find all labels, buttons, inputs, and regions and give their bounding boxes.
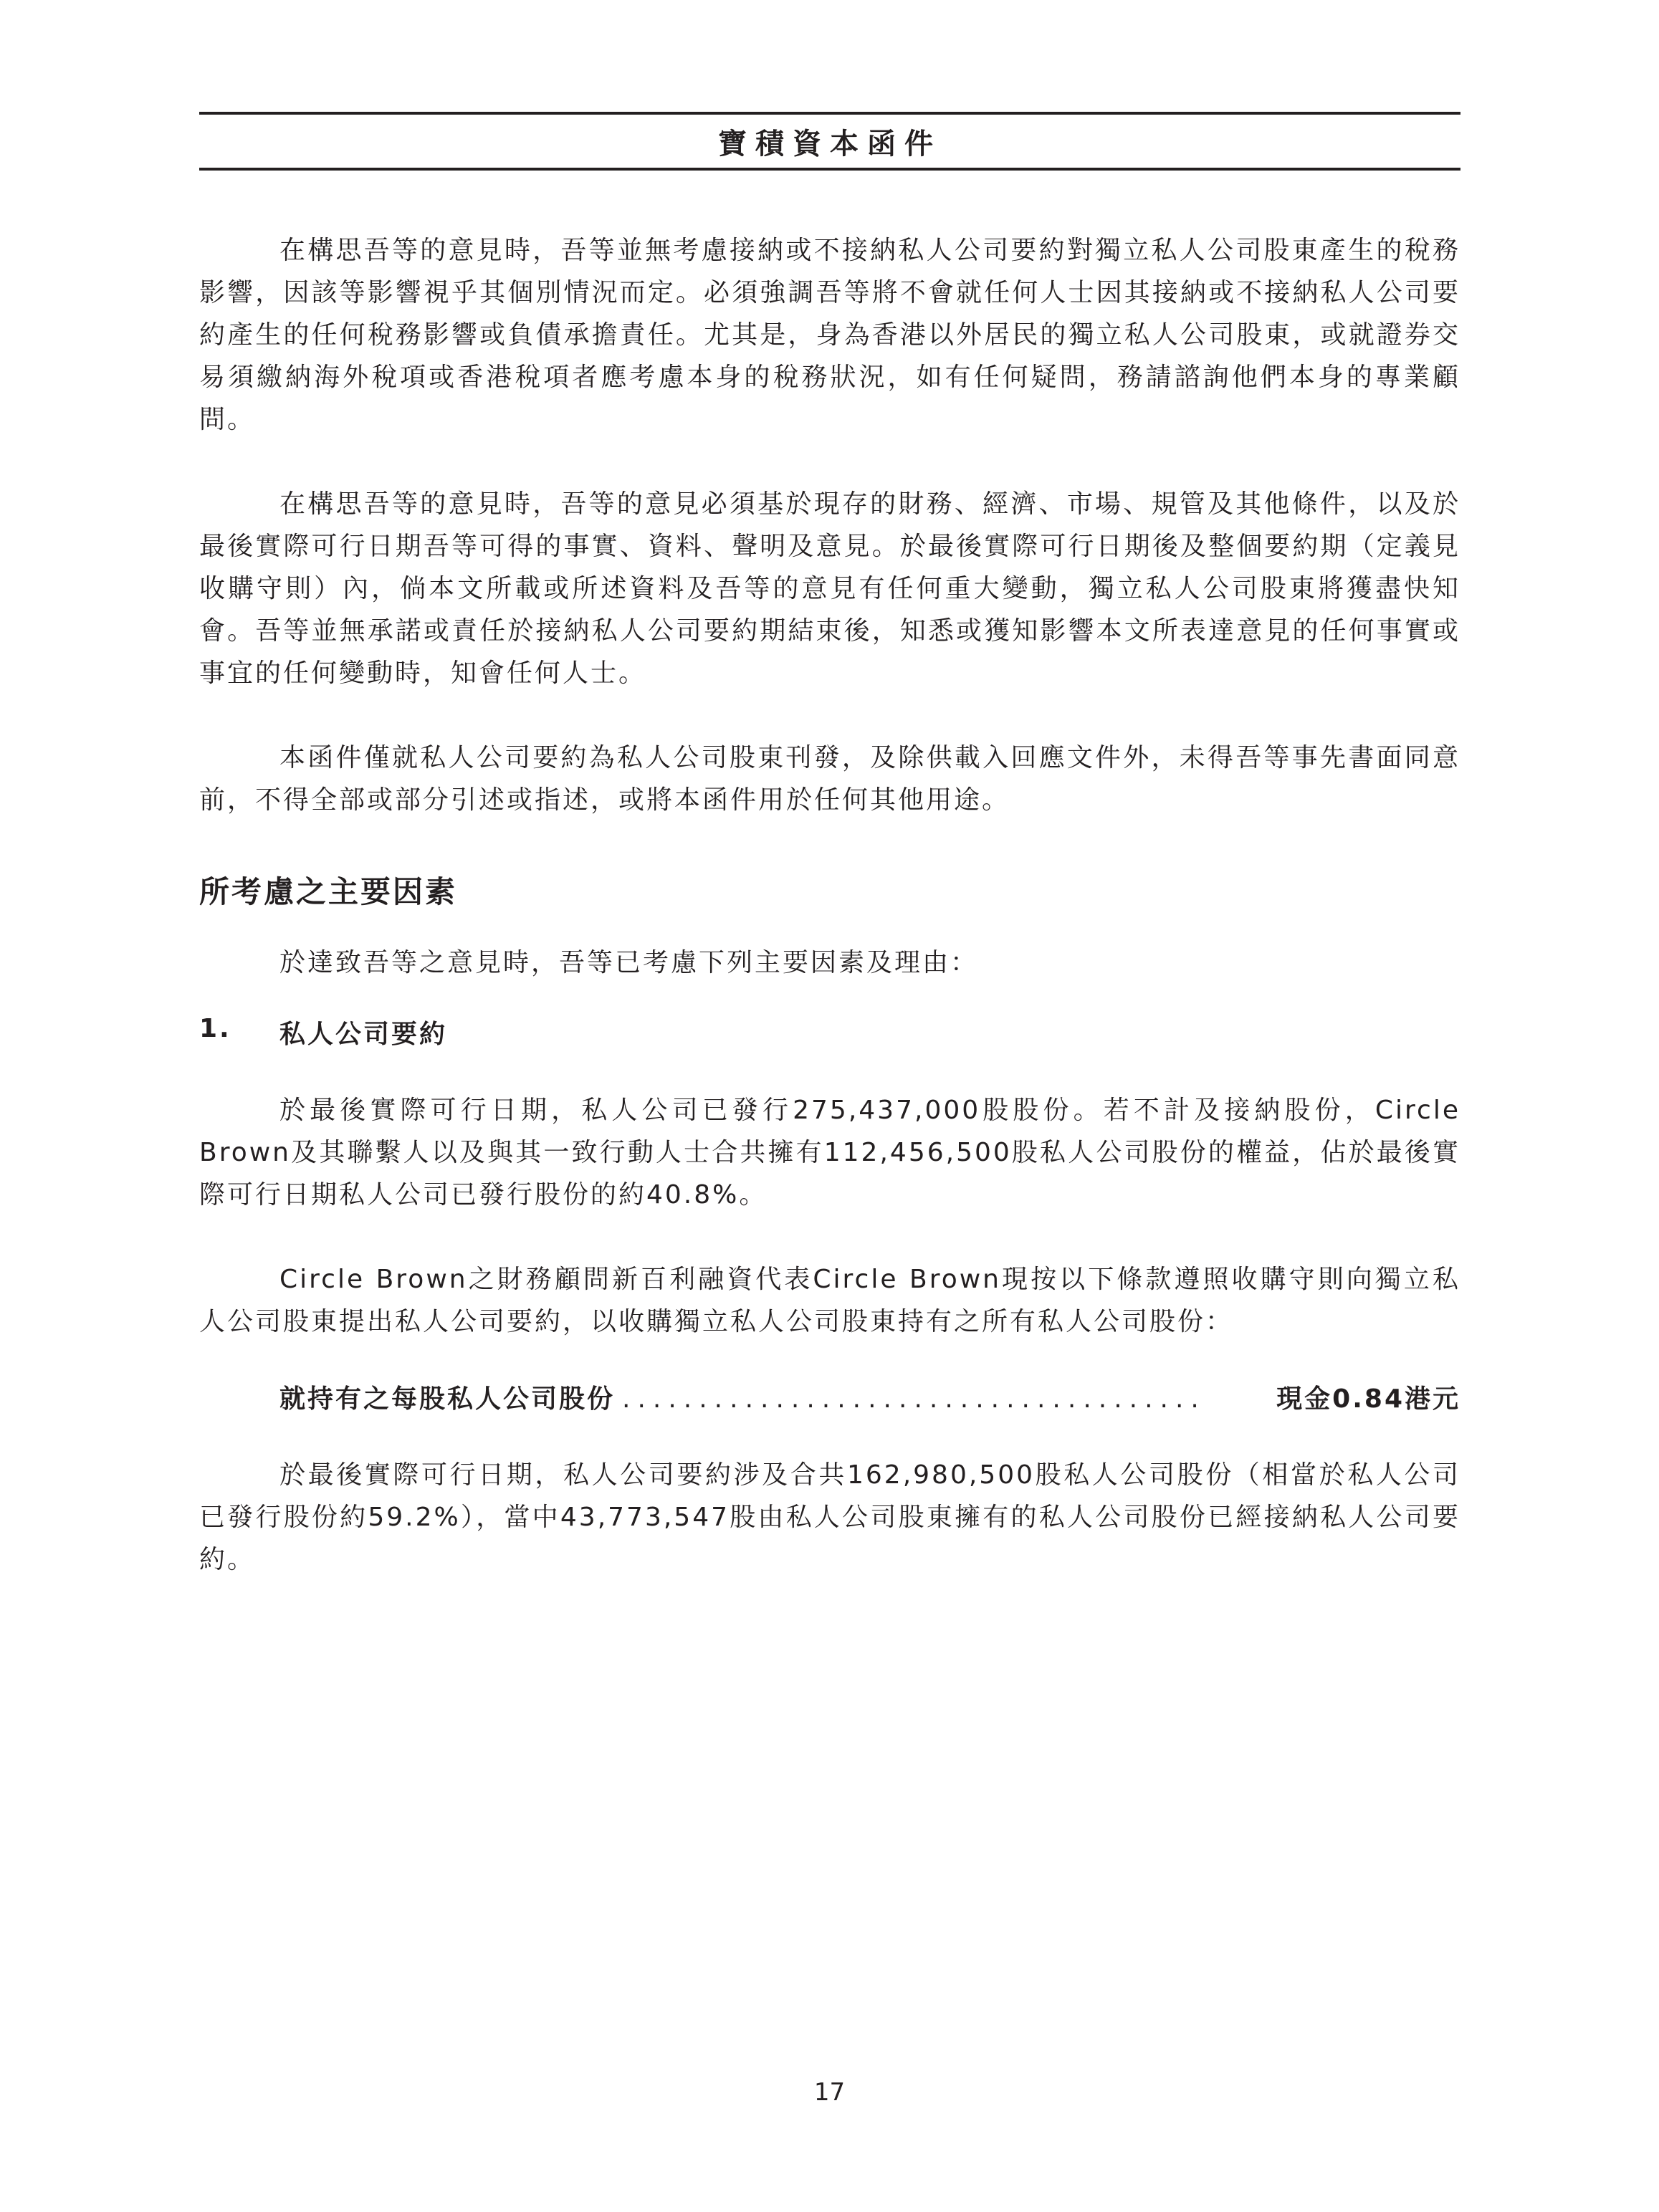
subsection-title: 私人公司要約 <box>279 1020 448 1049</box>
offer-leader-dots: ...................................... <box>622 1384 1206 1414</box>
paragraph-principal-factors: 於達致吾等之意見時，吾等已考慮下列主要因素及理由： <box>279 948 979 977</box>
paragraph-basis-of-opinion: 在構思吾等的意見時，吾等的意見必須基於現存的財務、經濟、市場、規管及其他條件，以及於最後實際可行日期吾等可得的事實、資料、聲明及意見。於最後實際可行日期後及整個要約期（定義見收購守則）內，倘本文所載或所述資料及吾等的意見有任何重大變動，獨立私人公司股東將獲盡快知會。吾等並無承諾或責任於接納私人公司要約期結束後，知悉或獲知影響本文所表達意見的任何事實或事宜的任何變動時，知會任何人士。 <box>199 489 1460 688</box>
paragraph-tax: 在構思吾等的意見時，吾等並無考慮接納或不接納私人公司要約對獨立私人公司股東產生的稅務影響，因該等影響視乎其個別情況而定。必須強調吾等將不會就任何人士因其接納或不接納私人公司要約產生的任何稅務影響或負債承擔責任。尤其是，身為香港以外居民的獨立私人公司股東，或就證券交易須繳納海外稅項或香港稅項者應考慮本身的稅務狀況，如有任何疑問，務請諮詢他們本身的專業顧問。 <box>199 236 1460 434</box>
paragraph-offer-shares: 於最後實際可行日期，私人公司要約涉及合共162,980,500股私人公司股份（相當於私人公司已發行股份約59.2%），當中43,773,547股由私人公司股東擁有的私人公司股份已經接納私人公司要約。 <box>199 1460 1460 1574</box>
document-body <box>199 229 1460 1581</box>
page-header <box>199 112 1460 171</box>
header-title: 寶積資本函件 <box>718 127 942 161</box>
section-heading: 所考慮之主要因素 <box>199 874 458 909</box>
subsection-heading <box>199 1014 1460 1050</box>
subsection-number: 1. <box>199 1014 231 1043</box>
paragraph-use-of-letter: 本函件僅就私人公司要約為私人公司股東刊發，及除供載入回應文件外，未得吾等事先書面同意前，不得全部或部分引述或指述，或將本函件用於任何其他用途。 <box>199 743 1460 815</box>
paragraph-issued-shares: 於最後實際可行日期，私人公司已發行275,437,000股股份。若不計及接納股份，Circle Brown及其聯繫人以及與其一致行動人士合共擁有112,456,500股私人公司股份的權益，佔於最後實際可行日期私人公司已發行股份的約40.8%。 <box>199 1096 1460 1210</box>
offer-price-line <box>199 1379 1460 1415</box>
paragraph-offer-terms: Circle Brown之財務顧問新百利融資代表Circle Brown現按以下條款遵照收購守則向獨立私人公司股東提出私人公司要約，以收購獨立私人公司股東持有之所有私人公司股份： <box>199 1265 1460 1336</box>
offer-value: 現金0.84港元 <box>1276 1384 1460 1414</box>
offer-label: 就持有之每股私人公司股份 <box>279 1384 616 1414</box>
page-number: 17 <box>813 2078 846 2107</box>
